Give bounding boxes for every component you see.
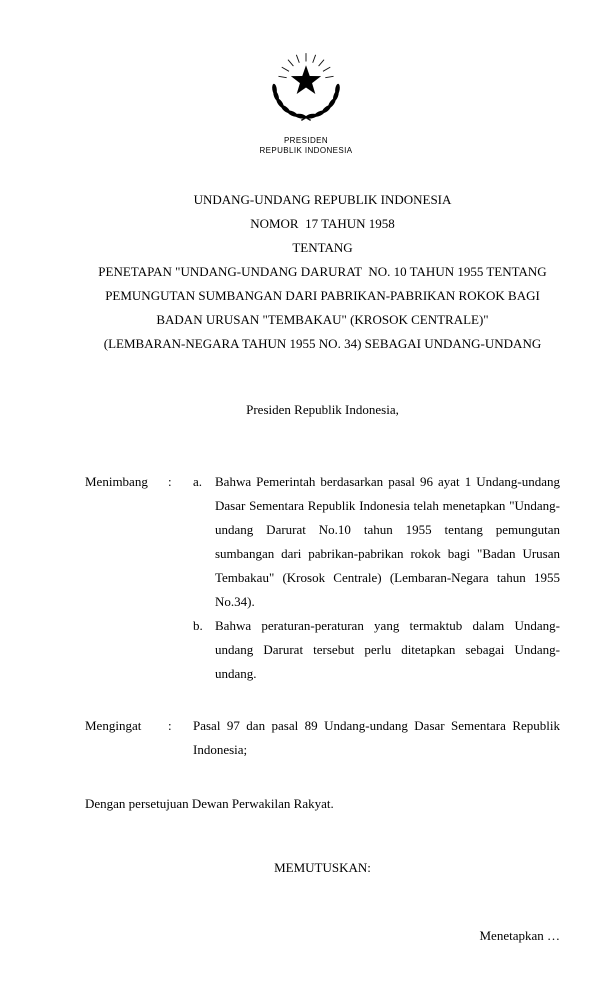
- legal-basis-section: [85, 714, 560, 762]
- consideration-item-b: [193, 614, 560, 686]
- legal-basis-text: Pasal 97 dan pasal 89 Undang-undang Dasar Sementara Republik Indonesia;: [193, 718, 560, 757]
- title-line-3: TENTANG: [292, 240, 353, 255]
- legal-basis-label: Mengingat: [85, 718, 142, 733]
- agreement-line: Dengan persetujuan Dewan Perwakilan Rakyat.: [85, 796, 334, 811]
- document-body: [85, 188, 560, 948]
- consideration-marker-a: a.: [193, 474, 203, 489]
- letterhead: [0, 136, 612, 156]
- considerations-colon: :: [168, 474, 172, 489]
- document-header: [0, 0, 612, 156]
- title-line-2: NOMOR 17 TAHUN 1958: [250, 216, 395, 231]
- consideration-text-b: Bahwa peraturan-peraturan yang termaktub dalam Undang-undang Darurat tersebut perlu ditetapkan sebagai Undang-undang.: [215, 618, 560, 681]
- considerations-section: [85, 470, 560, 686]
- presidential-star-emblem: [0, 34, 612, 132]
- letterhead-presiden: PRESIDEN: [283, 136, 329, 145]
- title-line-6: BADAN URUSAN "TEMBAKAU" (KROSOK CENTRALE)": [156, 312, 489, 327]
- title-line-4: PENETAPAN "UNDANG-UNDANG DARURAT NO. 10 TAHUN 1955 TENTANG: [98, 264, 547, 279]
- consideration-text-a: Bahwa Pemerintah berdasarkan pasal 96 ayat 1 Undang-undang Dasar Sementara Republik Indonesia telah menetapkan "Undang-undang Darurat No.10 tahun 1955 tentang pemungutan sumbangan dari pabrikan-pabrikan rokok bagi "Badan Urusan Tembakau" (Krosok Centrale) (Lembaran-Negara tahun 1955 No.34).: [215, 474, 560, 609]
- considerations-label: Menimbang: [85, 474, 148, 489]
- salutation: Presiden Republik Indonesia,: [246, 402, 399, 417]
- consideration-item-a: [193, 470, 560, 614]
- title-line-7: (LEMBARAN-NEGARA TAHUN 1955 NO. 34) SEBAGAI UNDANG-UNDANG: [103, 336, 542, 351]
- star-wreath-emblem-graphic: [250, 34, 362, 132]
- decision-heading: MEMUTUSKAN:: [274, 860, 371, 875]
- title-line-1: UNDANG-UNDANG REPUBLIK INDONESIA: [193, 192, 452, 207]
- letterhead-republik-indonesia: REPUBLIK INDONESIA: [259, 146, 353, 155]
- legal-basis-colon: :: [168, 718, 172, 733]
- title-line-5: PEMUNGUTAN SUMBANGAN DARI PABRIKAN-PABRIKAN ROKOK BAGI: [105, 288, 540, 303]
- catchword-menetapkan: Menetapkan …: [479, 928, 560, 943]
- document-title: [85, 188, 560, 356]
- consideration-marker-b: b.: [193, 618, 203, 633]
- considerations-list: [193, 470, 560, 686]
